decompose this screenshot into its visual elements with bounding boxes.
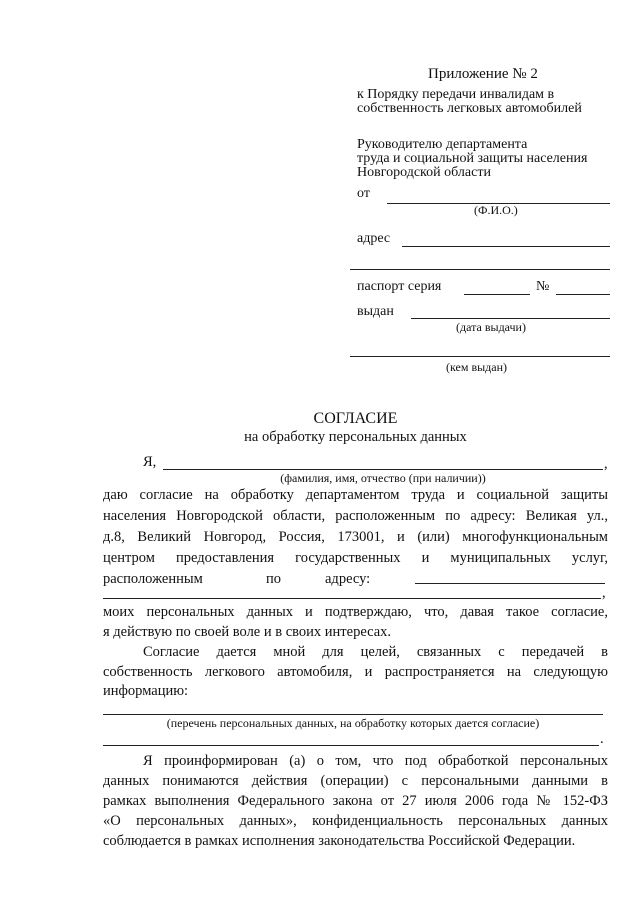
passport-number-field-line[interactable] [556, 294, 610, 295]
info-paragraph-line-2: данных понимаются действия (операции) с персональными данными в [103, 773, 608, 789]
info-paragraph-line-3: рамках выполнения Федерального закона от 27 июля 2006 года № 152-ФЗ [103, 793, 608, 809]
fio-caption: (Ф.И.О.) [474, 203, 518, 217]
info-paragraph-line-5: соблюдается в рамках исполнения законодательства Российской Федерации. [103, 833, 576, 849]
address-field-line[interactable] [402, 246, 610, 247]
issuer-field-line[interactable] [350, 356, 610, 357]
name-comma: , [604, 456, 608, 472]
consent-paragraph-line-4: центром предоставления государственных и муниципальных услуг, [103, 550, 608, 566]
address-label: адрес [357, 231, 391, 246]
data-list-field-line-2[interactable] [103, 745, 599, 746]
consent-paragraph-tail-line-2: я действую по своей воле и в своих интересах. [103, 624, 392, 640]
passport-series-field-line[interactable] [464, 294, 530, 295]
passport-number-label: № [536, 279, 550, 294]
mfc-address-field-line-2[interactable] [103, 598, 601, 599]
addressee-line-3: Новгородской области [357, 165, 491, 180]
issue-date-field-line[interactable] [411, 318, 610, 319]
located-label: расположенным [103, 571, 203, 587]
address-word-label: адресу: [325, 571, 371, 587]
appendix-subtitle-line-1: к Порядку передачи инвалидам в [357, 87, 555, 102]
mfc-address-field-line[interactable] [415, 583, 605, 584]
purpose-paragraph-line-2: собственность легкового автомобиля, и распространяется на следующую [103, 664, 608, 680]
addressee-line-1: Руководителю департамента [357, 137, 528, 152]
full-name-field-line[interactable] [163, 469, 603, 470]
issuer-caption: (кем выдан) [446, 360, 508, 374]
data-list-caption: (перечень персональных данных, на обработку которых дается согласие) [166, 716, 540, 730]
issued-label: выдан [357, 304, 394, 319]
data-list-period: . [600, 731, 604, 747]
issue-date-caption: (дата выдачи) [456, 320, 526, 334]
data-list-field-line[interactable] [103, 714, 603, 715]
addressee-line-2: труда и социальной защиты населения [357, 151, 588, 166]
consent-paragraph-line-1: даю согласие на обработку департаментом труда и социальной защиты [103, 487, 608, 503]
purpose-paragraph-line-1: Согласие дается мной для целей, связанных с передачей в [143, 644, 608, 660]
full-name-caption: (фамилия, имя, отчество (при наличии)) [280, 471, 486, 485]
from-label: от [357, 186, 370, 201]
consent-paragraph-line-2: населения Новгородской области, расположенным по адресу: Великая ул., [103, 508, 608, 524]
mfc-address-comma: , [602, 585, 606, 601]
address-field-line-2[interactable] [350, 269, 610, 270]
passport-series-label: паспорт серия [357, 279, 442, 294]
purpose-paragraph-line-3: информацию: [103, 683, 189, 699]
info-paragraph-line-1: Я проинформирован (а) о том, что под обработкой персональных [143, 753, 608, 769]
document-subtitle: на обработку персональных данных [244, 429, 467, 445]
appendix-number: Приложение № 2 [428, 66, 538, 82]
consent-paragraph-tail-line-1: моих персональных данных и подтверждаю, что, давая такое согласие, [103, 604, 608, 620]
consent-paragraph-line-3: д.8, Великий Новгород, Россия, 173001, и (или) многофункциональным [103, 529, 608, 545]
i-label: Я, [143, 454, 157, 470]
document-title: СОГЛАСИЕ [313, 410, 398, 427]
appendix-subtitle-line-2: собственность легковых автомобилей [357, 101, 582, 116]
info-paragraph-line-4: «О персональных данных», конфиденциальность персональных данных [103, 813, 608, 829]
located-at-label: по [266, 571, 282, 587]
